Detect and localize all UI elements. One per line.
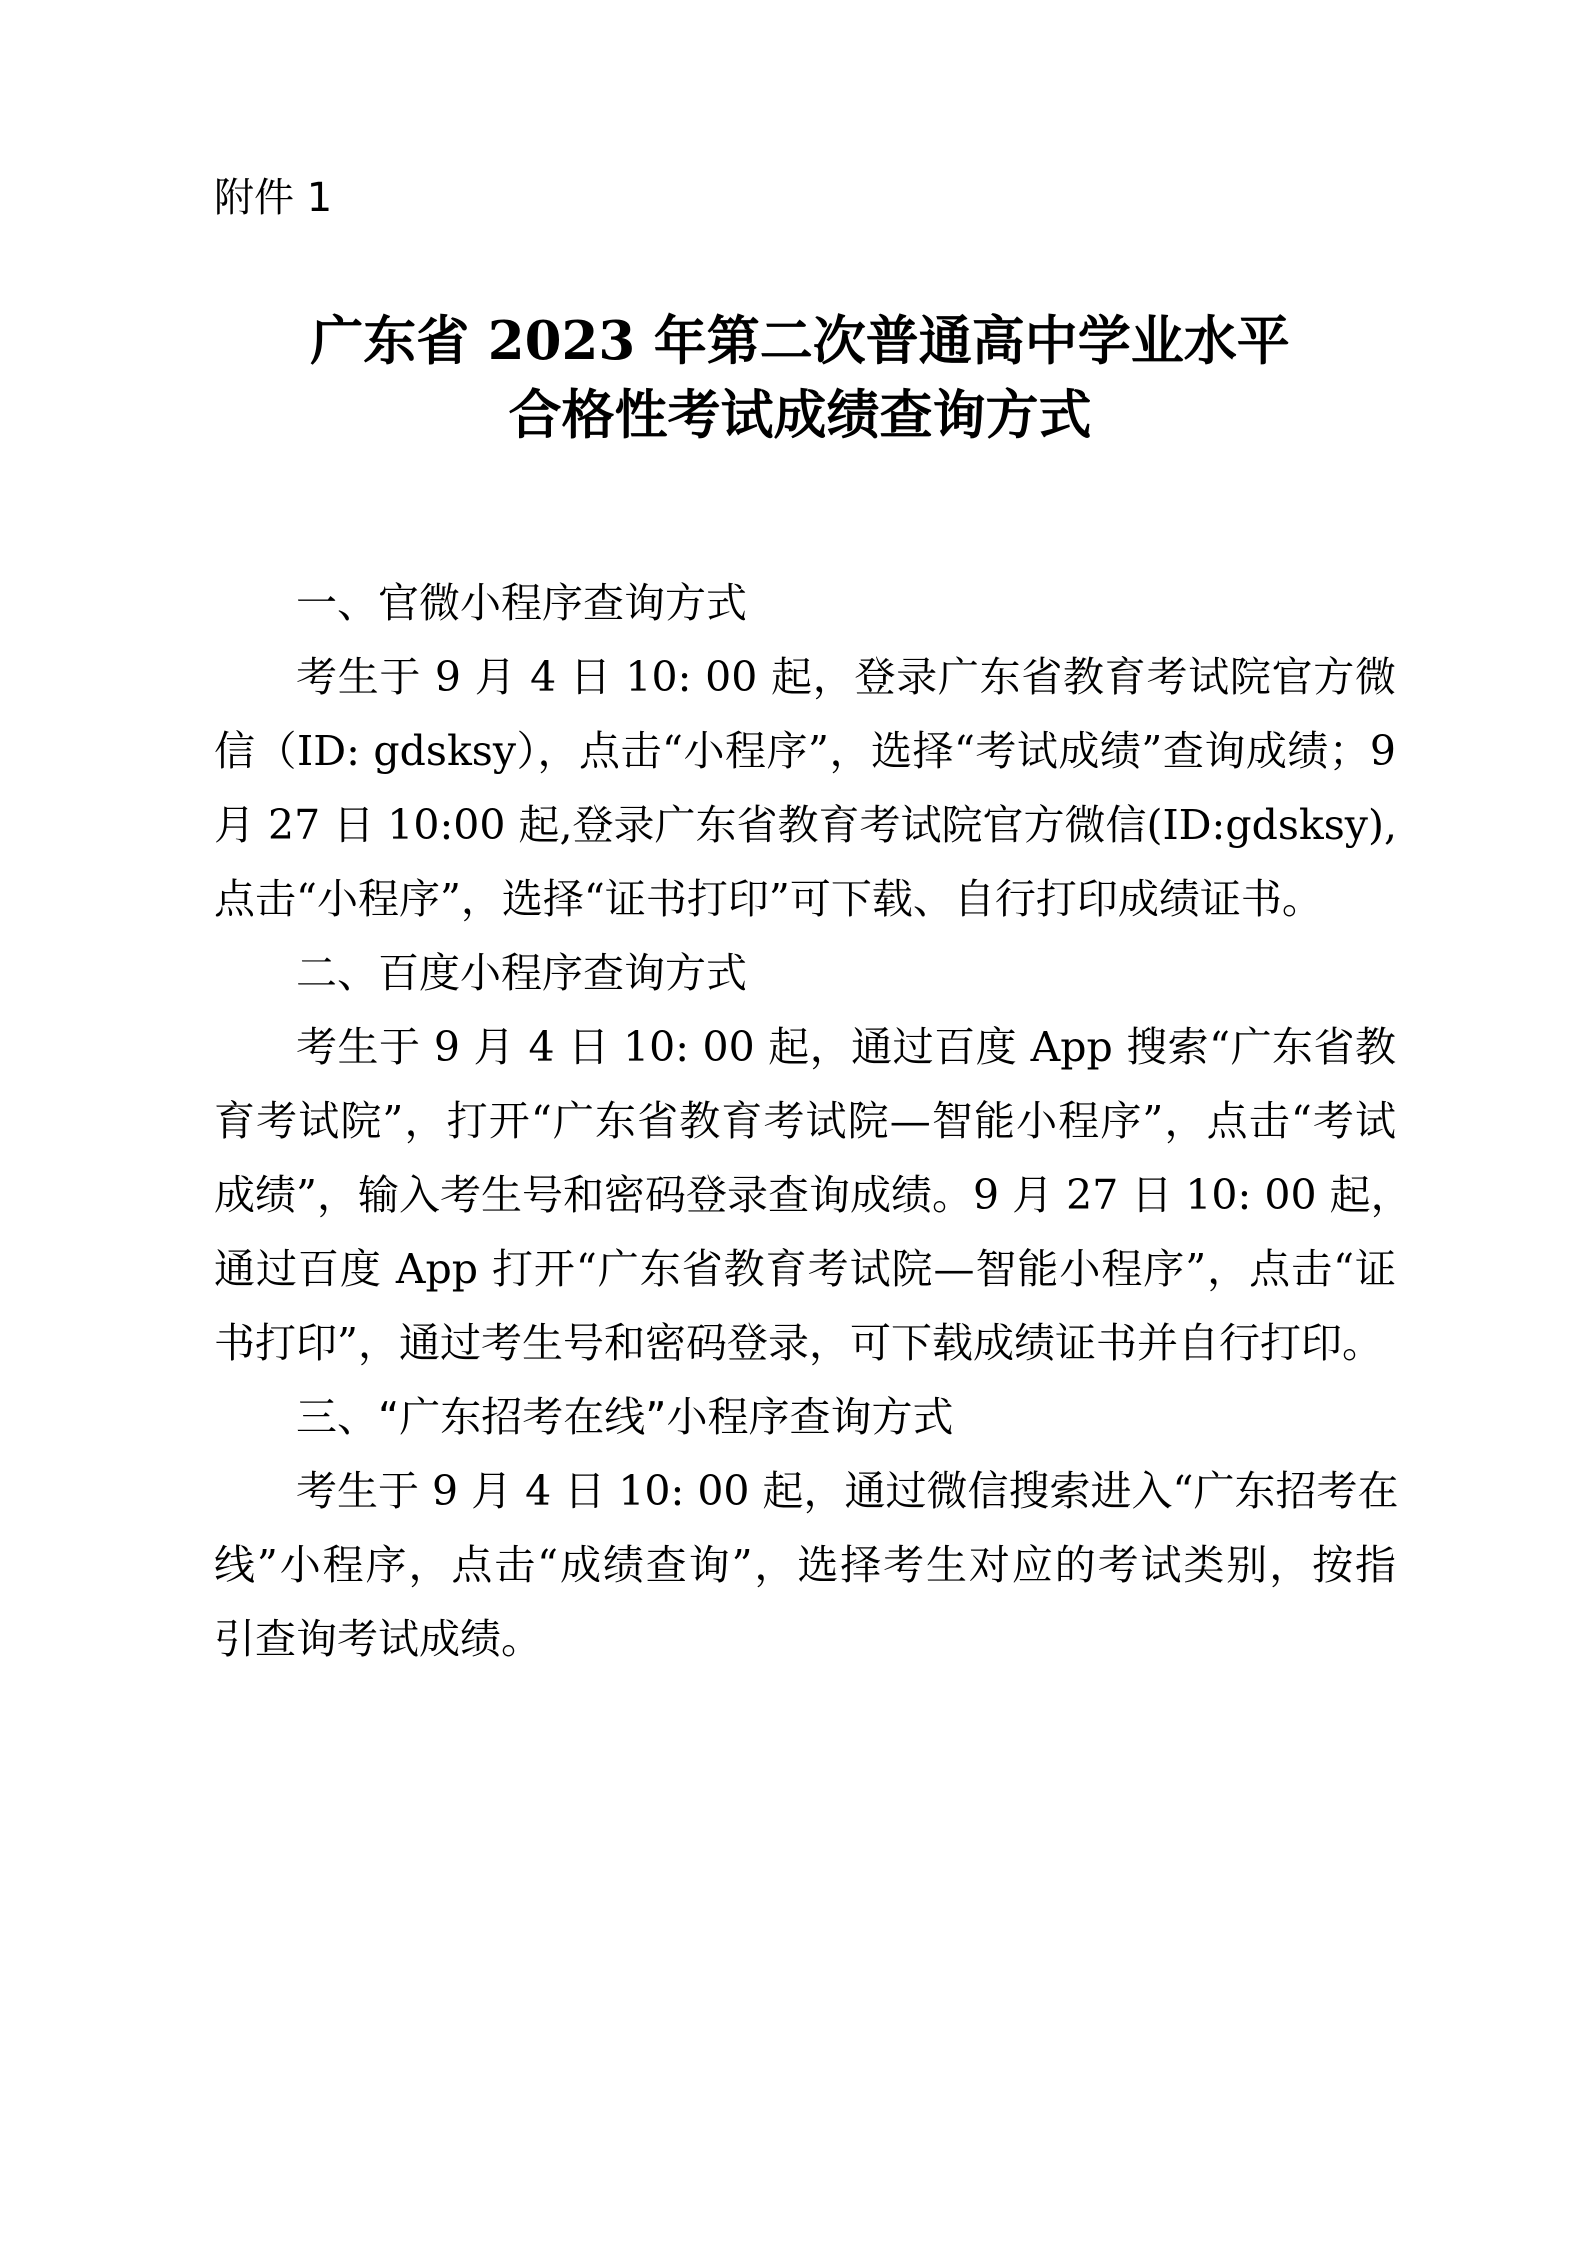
document-title-line-1: 广东省 2023 年第二次普通高中学业水平 [310,310,1290,372]
attachment-label: 附件 1 [214,175,333,221]
paragraph-line: 考生于 9 月 4 日 10: 00 起，通过微信搜索进入“广东招考在 [296,1467,1399,1515]
section-heading-guangdong-zhaokao: 三、“广东招考在线”小程序查询方式 [296,1393,954,1441]
document-title-line-2: 合格性考试成绩查询方式 [508,384,1092,446]
paragraph-line: 点击“小程序”，选择“证书打印”可下载、自行打印成绩证书。 [214,875,1323,923]
paragraph-line: 引查询考试成绩。 [214,1615,542,1663]
paragraph-line: 通过百度 App 打开“广东省教育考试院—智能小程序”，点击“证 [214,1245,1396,1293]
paragraph-line: 考生于 9 月 4 日 10: 00 起，登录广东省教育考试院官方微 [296,653,1396,701]
paragraph-line: 书打印”，通过考生号和密码登录，可下载成绩证书并自行打印。 [214,1319,1383,1367]
section-heading-baidu: 二、百度小程序查询方式 [296,949,747,997]
paragraph-line: 成绩”，输入考生号和密码登录查询成绩。9 月 27 日 10: 00 起， [214,1171,1412,1219]
section-heading-wechat: 一、官微小程序查询方式 [296,579,747,627]
paragraph-line: 信（ID: gdsksy），点击“小程序”，选择“考试成绩”查询成绩；9 [214,727,1396,775]
paragraph-line: 育考试院”，打开“广东省教育考试院—智能小程序”，点击“考试 [214,1097,1396,1145]
paragraph-line: 线”小程序，点击“成绩查询”，选择考生对应的考试类别，按指 [214,1541,1396,1589]
paragraph-line: 月 27 日 10:00 起,登录广东省教育考试院官方微信(ID:gdsksy), [214,801,1397,849]
paragraph-line: 考生于 9 月 4 日 10: 00 起，通过百度 App 搜索“广东省教 [296,1023,1396,1071]
